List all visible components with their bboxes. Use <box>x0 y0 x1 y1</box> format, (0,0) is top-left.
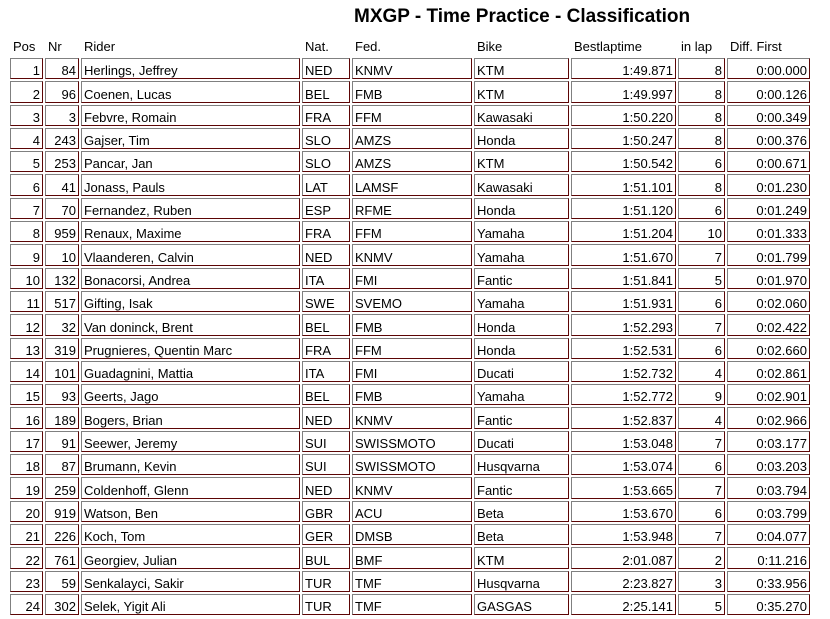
cell-rider: Georgiev, Julian <box>81 547 300 568</box>
cell-in-lap: 6 <box>678 291 725 312</box>
cell-rider: Herlings, Jeffrey <box>81 58 300 79</box>
cell-bestlaptime: 1:51.931 <box>571 291 676 312</box>
cell-rider: Fernandez, Ruben <box>81 198 300 219</box>
cell-diff-first: 0:00.671 <box>727 151 810 172</box>
cell-nat: ESP <box>302 198 350 219</box>
table-row <box>10 431 810 452</box>
cell-bestlaptime: 2:23.827 <box>571 571 676 592</box>
cell-pos: 18 <box>10 454 43 475</box>
header-in-lap: in lap <box>681 39 713 54</box>
cell-rider: Brumann, Kevin <box>81 454 300 475</box>
cell-fed: BMF <box>352 547 472 568</box>
cell-nat: NED <box>302 244 350 265</box>
table-row <box>10 291 810 312</box>
cell-nat: ITA <box>302 268 350 289</box>
cell-nr: 32 <box>45 314 79 335</box>
cell-fed: KNMV <box>352 477 472 498</box>
cell-diff-first: 0:04.077 <box>727 524 810 545</box>
cell-fed: FFM <box>352 338 472 359</box>
cell-bike: Yamaha <box>474 244 569 265</box>
cell-nr: 10 <box>45 244 79 265</box>
header-pos: Pos <box>13 39 36 54</box>
cell-rider: Selek, Yigit Ali <box>81 594 300 615</box>
cell-diff-first: 0:01.333 <box>727 221 810 242</box>
cell-bike: Ducati <box>474 361 569 382</box>
cell-bestlaptime: 1:49.871 <box>571 58 676 79</box>
table-row <box>10 198 810 219</box>
cell-nr: 959 <box>45 221 79 242</box>
cell-in-lap: 8 <box>678 128 725 149</box>
cell-bike: Fantic <box>474 477 569 498</box>
header-fed: Fed. <box>355 39 382 54</box>
cell-rider: Gajser, Tim <box>81 128 300 149</box>
cell-bestlaptime: 2:01.087 <box>571 547 676 568</box>
cell-diff-first: 0:03.794 <box>727 477 810 498</box>
cell-bike: KTM <box>474 81 569 102</box>
cell-bike: Yamaha <box>474 291 569 312</box>
cell-in-lap: 5 <box>678 268 725 289</box>
cell-bestlaptime: 2:25.141 <box>571 594 676 615</box>
cell-nat: LAT <box>302 174 350 195</box>
cell-nr: 189 <box>45 407 79 428</box>
cell-nat: FRA <box>302 221 350 242</box>
cell-rider: Prugnieres, Quentin Marc <box>81 338 300 359</box>
cell-nat: BEL <box>302 384 350 405</box>
cell-pos: 20 <box>10 501 43 522</box>
cell-rider: Gifting, Isak <box>81 291 300 312</box>
cell-diff-first: 0:02.966 <box>727 407 810 428</box>
cell-rider: Vlaanderen, Calvin <box>81 244 300 265</box>
cell-pos: 13 <box>10 338 43 359</box>
cell-diff-first: 0:03.799 <box>727 501 810 522</box>
cell-bestlaptime: 1:51.101 <box>571 174 676 195</box>
cell-in-lap: 5 <box>678 594 725 615</box>
table-row <box>10 81 810 102</box>
cell-bike: KTM <box>474 58 569 79</box>
cell-nat: BUL <box>302 547 350 568</box>
cell-in-lap: 6 <box>678 151 725 172</box>
cell-nr: 101 <box>45 361 79 382</box>
cell-pos: 6 <box>10 174 43 195</box>
table-row <box>10 174 810 195</box>
table-row <box>10 477 810 498</box>
cell-diff-first: 0:11.216 <box>727 547 810 568</box>
cell-nat: SWE <box>302 291 350 312</box>
page-title: MXGP - Time Practice - Classification <box>354 6 691 27</box>
cell-pos: 5 <box>10 151 43 172</box>
cell-nat: TUR <box>302 594 350 615</box>
cell-nat: SUI <box>302 454 350 475</box>
cell-pos: 17 <box>10 431 43 452</box>
table-row <box>10 571 810 592</box>
cell-bike: Honda <box>474 198 569 219</box>
cell-nr: 3 <box>45 105 79 126</box>
cell-rider: Koch, Tom <box>81 524 300 545</box>
cell-nr: 761 <box>45 547 79 568</box>
cell-rider: Coenen, Lucas <box>81 81 300 102</box>
cell-bike: Honda <box>474 128 569 149</box>
cell-nr: 919 <box>45 501 79 522</box>
cell-pos: 23 <box>10 571 43 592</box>
cell-pos: 7 <box>10 198 43 219</box>
cell-rider: Senkalayci, Sakir <box>81 571 300 592</box>
cell-in-lap: 4 <box>678 361 725 382</box>
table-row <box>10 244 810 265</box>
table-row <box>10 407 810 428</box>
cell-fed: FFM <box>352 221 472 242</box>
cell-rider: Bogers, Brian <box>81 407 300 428</box>
cell-bestlaptime: 1:52.293 <box>571 314 676 335</box>
cell-fed: FMB <box>352 314 472 335</box>
cell-bike: KTM <box>474 151 569 172</box>
header-rider: Rider <box>84 39 116 54</box>
cell-fed: TMF <box>352 571 472 592</box>
cell-diff-first: 0:03.177 <box>727 431 810 452</box>
cell-fed: KNMV <box>352 407 472 428</box>
table-row <box>10 58 810 79</box>
cell-nat: NED <box>302 477 350 498</box>
cell-nat: GER <box>302 524 350 545</box>
cell-bike: Yamaha <box>474 384 569 405</box>
table-row <box>10 524 810 545</box>
cell-diff-first: 0:35.270 <box>727 594 810 615</box>
cell-nat: BEL <box>302 81 350 102</box>
cell-pos: 9 <box>10 244 43 265</box>
cell-bestlaptime: 1:52.772 <box>571 384 676 405</box>
cell-pos: 10 <box>10 268 43 289</box>
cell-rider: Coldenhoff, Glenn <box>81 477 300 498</box>
cell-pos: 19 <box>10 477 43 498</box>
cell-fed: LAMSF <box>352 174 472 195</box>
cell-nr: 59 <box>45 571 79 592</box>
cell-bike: Yamaha <box>474 221 569 242</box>
cell-bestlaptime: 1:53.670 <box>571 501 676 522</box>
cell-diff-first: 0:01.970 <box>727 268 810 289</box>
cell-diff-first: 0:00.126 <box>727 81 810 102</box>
cell-fed: DMSB <box>352 524 472 545</box>
cell-bestlaptime: 1:52.732 <box>571 361 676 382</box>
cell-in-lap: 6 <box>678 454 725 475</box>
cell-bike: Fantic <box>474 268 569 289</box>
cell-pos: 3 <box>10 105 43 126</box>
cell-in-lap: 8 <box>678 58 725 79</box>
cell-bestlaptime: 1:53.665 <box>571 477 676 498</box>
cell-in-lap: 7 <box>678 314 725 335</box>
cell-in-lap: 6 <box>678 501 725 522</box>
cell-fed: TMF <box>352 594 472 615</box>
cell-rider: Seewer, Jeremy <box>81 431 300 452</box>
cell-bestlaptime: 1:49.997 <box>571 81 676 102</box>
cell-diff-first: 0:02.060 <box>727 291 810 312</box>
cell-rider: Febvre, Romain <box>81 105 300 126</box>
cell-in-lap: 8 <box>678 81 725 102</box>
cell-bike: GASGAS <box>474 594 569 615</box>
cell-in-lap: 8 <box>678 174 725 195</box>
table-row <box>10 151 810 172</box>
cell-bestlaptime: 1:52.531 <box>571 338 676 359</box>
table-row <box>10 314 810 335</box>
cell-nat: BEL <box>302 314 350 335</box>
table-row <box>10 128 810 149</box>
cell-in-lap: 6 <box>678 198 725 219</box>
cell-bike: Ducati <box>474 431 569 452</box>
table-row <box>10 454 810 475</box>
cell-nat: ITA <box>302 361 350 382</box>
cell-rider: Jonass, Pauls <box>81 174 300 195</box>
cell-bike: Honda <box>474 338 569 359</box>
cell-fed: KNMV <box>352 58 472 79</box>
table-row <box>10 594 810 615</box>
cell-fed: FMI <box>352 268 472 289</box>
cell-bike: Beta <box>474 501 569 522</box>
cell-nr: 226 <box>45 524 79 545</box>
cell-bike: Honda <box>474 314 569 335</box>
table-row <box>10 501 810 522</box>
cell-diff-first: 0:01.230 <box>727 174 810 195</box>
table-row <box>10 361 810 382</box>
header-bike: Bike <box>477 39 503 54</box>
cell-bestlaptime: 1:51.670 <box>571 244 676 265</box>
cell-bike: Kawasaki <box>474 105 569 126</box>
cell-nr: 319 <box>45 338 79 359</box>
cell-in-lap: 10 <box>678 221 725 242</box>
cell-rider: Pancar, Jan <box>81 151 300 172</box>
cell-fed: ACU <box>352 501 472 522</box>
cell-diff-first: 0:01.249 <box>727 198 810 219</box>
cell-bestlaptime: 1:51.204 <box>571 221 676 242</box>
cell-diff-first: 0:00.000 <box>727 58 810 79</box>
table-row <box>10 547 810 568</box>
cell-in-lap: 7 <box>678 524 725 545</box>
cell-bestlaptime: 1:53.074 <box>571 454 676 475</box>
cell-fed: FFM <box>352 105 472 126</box>
cell-nr: 84 <box>45 58 79 79</box>
cell-fed: FMB <box>352 384 472 405</box>
cell-nat: SUI <box>302 431 350 452</box>
cell-pos: 1 <box>10 58 43 79</box>
cell-nr: 253 <box>45 151 79 172</box>
cell-fed: SWISSMOTO <box>352 431 472 452</box>
cell-nr: 70 <box>45 198 79 219</box>
cell-diff-first: 0:33.956 <box>727 571 810 592</box>
cell-pos: 12 <box>10 314 43 335</box>
cell-rider: Watson, Ben <box>81 501 300 522</box>
cell-fed: KNMV <box>352 244 472 265</box>
cell-diff-first: 0:02.861 <box>727 361 810 382</box>
cell-in-lap: 7 <box>678 244 725 265</box>
header-bestlaptime: Bestlaptime <box>574 39 642 54</box>
cell-rider: Guadagnini, Mattia <box>81 361 300 382</box>
cell-rider: Van doninck, Brent <box>81 314 300 335</box>
cell-pos: 24 <box>10 594 43 615</box>
cell-pos: 14 <box>10 361 43 382</box>
cell-rider: Geerts, Jago <box>81 384 300 405</box>
cell-nr: 96 <box>45 81 79 102</box>
header-diff-first: Diff. First <box>730 39 782 54</box>
cell-nat: GBR <box>302 501 350 522</box>
table-row <box>10 338 810 359</box>
cell-nat: FRA <box>302 338 350 359</box>
cell-nr: 243 <box>45 128 79 149</box>
cell-bike: Kawasaki <box>474 174 569 195</box>
cell-rider: Bonacorsi, Andrea <box>81 268 300 289</box>
cell-diff-first: 0:00.376 <box>727 128 810 149</box>
cell-rider: Renaux, Maxime <box>81 221 300 242</box>
cell-nr: 91 <box>45 431 79 452</box>
cell-pos: 8 <box>10 221 43 242</box>
cell-pos: 11 <box>10 291 43 312</box>
cell-in-lap: 7 <box>678 477 725 498</box>
cell-in-lap: 6 <box>678 338 725 359</box>
cell-pos: 22 <box>10 547 43 568</box>
cell-bestlaptime: 1:51.120 <box>571 198 676 219</box>
cell-nat: TUR <box>302 571 350 592</box>
cell-nr: 41 <box>45 174 79 195</box>
cell-diff-first: 0:00.349 <box>727 105 810 126</box>
cell-nr: 517 <box>45 291 79 312</box>
cell-in-lap: 8 <box>678 105 725 126</box>
cell-diff-first: 0:03.203 <box>727 454 810 475</box>
cell-pos: 2 <box>10 81 43 102</box>
cell-pos: 16 <box>10 407 43 428</box>
table-row <box>10 105 810 126</box>
cell-nat: FRA <box>302 105 350 126</box>
cell-fed: SWISSMOTO <box>352 454 472 475</box>
cell-fed: FMI <box>352 361 472 382</box>
cell-bestlaptime: 1:51.841 <box>571 268 676 289</box>
cell-in-lap: 9 <box>678 384 725 405</box>
cell-bestlaptime: 1:50.247 <box>571 128 676 149</box>
cell-diff-first: 0:02.422 <box>727 314 810 335</box>
cell-nr: 259 <box>45 477 79 498</box>
header-nat: Nat. <box>305 39 329 54</box>
cell-diff-first: 0:02.660 <box>727 338 810 359</box>
cell-bestlaptime: 1:53.948 <box>571 524 676 545</box>
cell-nat: SLO <box>302 128 350 149</box>
cell-bestlaptime: 1:52.837 <box>571 407 676 428</box>
classification-table <box>8 35 812 617</box>
cell-fed: RFME <box>352 198 472 219</box>
cell-diff-first: 0:02.901 <box>727 384 810 405</box>
cell-nr: 87 <box>45 454 79 475</box>
cell-bestlaptime: 1:53.048 <box>571 431 676 452</box>
cell-pos: 21 <box>10 524 43 545</box>
header-nr: Nr <box>48 39 62 54</box>
cell-fed: AMZS <box>352 128 472 149</box>
cell-bike: KTM <box>474 547 569 568</box>
cell-in-lap: 7 <box>678 431 725 452</box>
cell-nr: 302 <box>45 594 79 615</box>
cell-fed: FMB <box>352 81 472 102</box>
cell-in-lap: 2 <box>678 547 725 568</box>
cell-pos: 15 <box>10 384 43 405</box>
cell-pos: 4 <box>10 128 43 149</box>
cell-bestlaptime: 1:50.542 <box>571 151 676 172</box>
cell-nr: 93 <box>45 384 79 405</box>
cell-fed: AMZS <box>352 151 472 172</box>
cell-nat: NED <box>302 407 350 428</box>
table-row <box>10 268 810 289</box>
cell-bestlaptime: 1:50.220 <box>571 105 676 126</box>
table-header-row <box>10 37 810 56</box>
cell-fed: SVEMO <box>352 291 472 312</box>
cell-nr: 132 <box>45 268 79 289</box>
cell-bike: Husqvarna <box>474 454 569 475</box>
cell-diff-first: 0:01.799 <box>727 244 810 265</box>
table-row <box>10 221 810 242</box>
cell-bike: Husqvarna <box>474 571 569 592</box>
cell-nat: SLO <box>302 151 350 172</box>
table-row <box>10 384 810 405</box>
cell-nat: NED <box>302 58 350 79</box>
cell-bike: Beta <box>474 524 569 545</box>
cell-in-lap: 4 <box>678 407 725 428</box>
cell-bike: Fantic <box>474 407 569 428</box>
cell-in-lap: 3 <box>678 571 725 592</box>
